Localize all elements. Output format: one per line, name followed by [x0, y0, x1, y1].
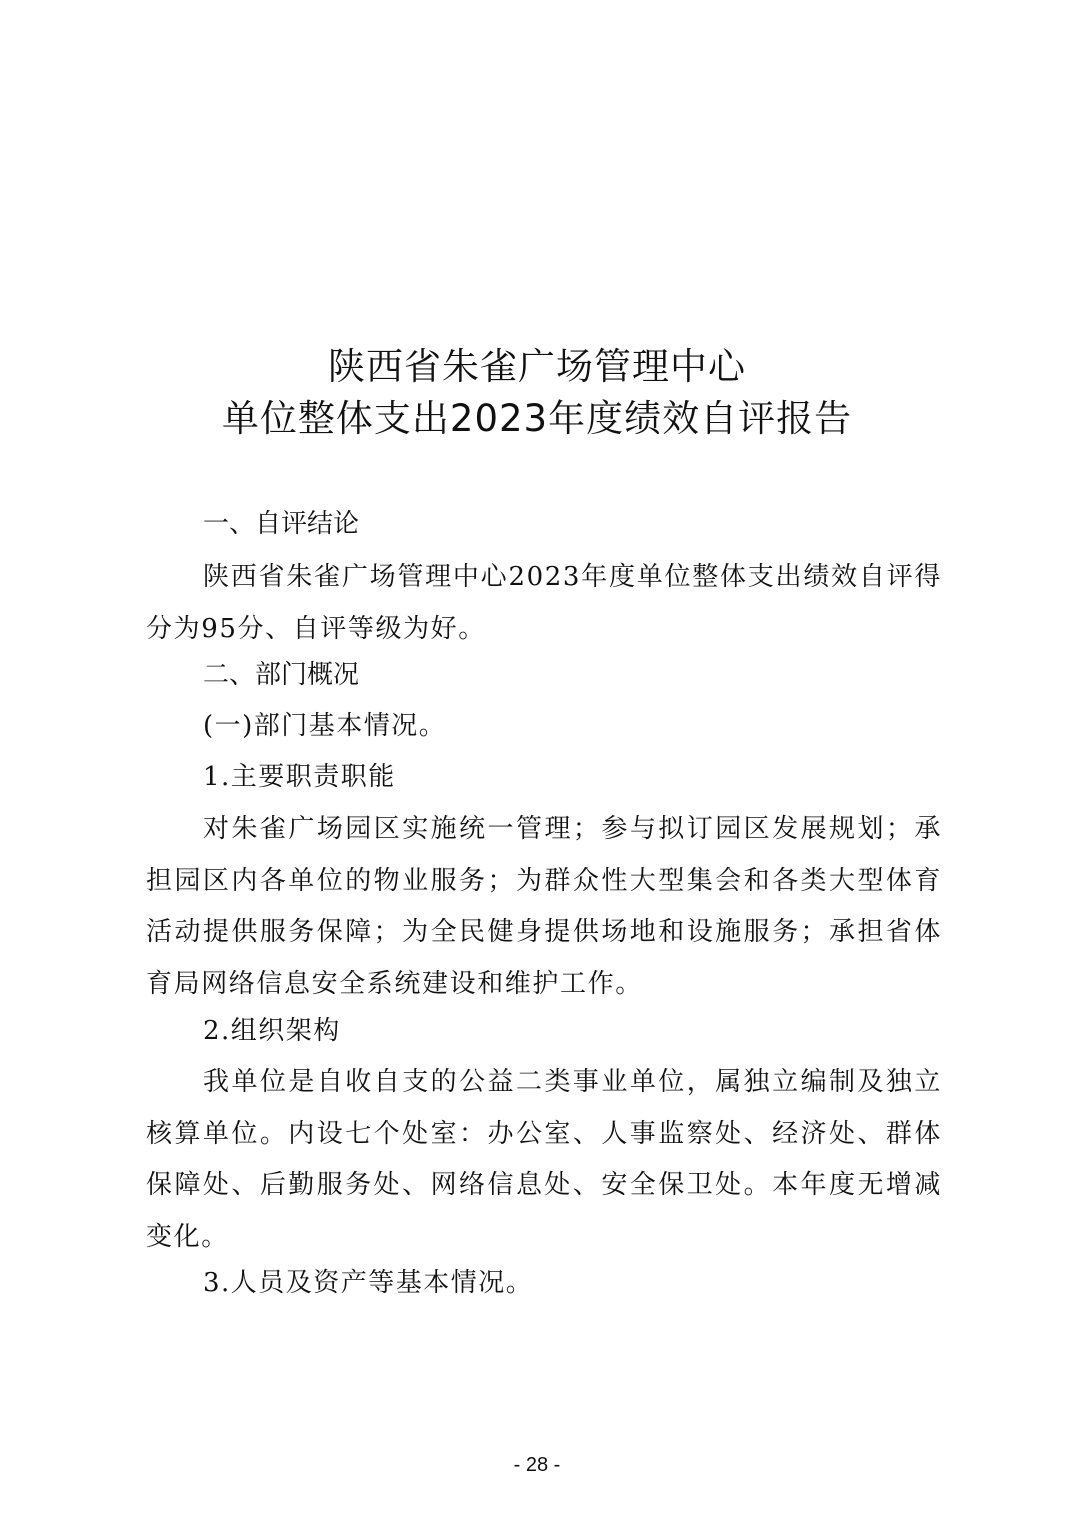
item-heading-personnel-assets: 3.人员及资产等基本情况。 [203, 1268, 534, 1298]
document-title-line-2: 单位整体支出2023年度绩效自评报告 [221, 397, 853, 440]
item-heading-main-duties: 1.主要职责职能 [203, 762, 396, 792]
document-title-line-1: 陕西省朱雀广场管理中心 [328, 345, 746, 388]
section-heading-self-evaluation-conclusion: 一、自评结论 [203, 509, 360, 539]
item-heading-organization-structure: 2.组织架构 [203, 1016, 341, 1046]
page-number: - 28 - [513, 1454, 561, 1476]
paragraph-organization-structure: 我单位是自收自支的公益二类事业单位，属独立编制及独立核算单位。内设七个处室：办公室、人事监察处、经济处、群体保障处、后勤服务处、网络信息处、安全保卫处。本年度无增减变化。 [146, 1067, 942, 1252]
paragraph-main-duties: 对朱雀广场园区实施统一管理；参与拟订园区发展规划；承担园区内各单位的物业服务；为群众性大型集会和各类大型体育活动提供服务保障；为全民健身提供场地和设施服务；承担省体育局网络信息安全系统建设和维护工作。 [146, 814, 942, 999]
section-heading-department-overview: 二、部门概况 [203, 660, 360, 690]
subsection-heading-basic-info: (一)部门基本情况。 [203, 711, 447, 741]
paragraph-self-evaluation-result: 陕西省朱雀广场管理中心2023年度单位整体支出绩效自评得分为95分、自评等级为好。 [146, 562, 942, 644]
